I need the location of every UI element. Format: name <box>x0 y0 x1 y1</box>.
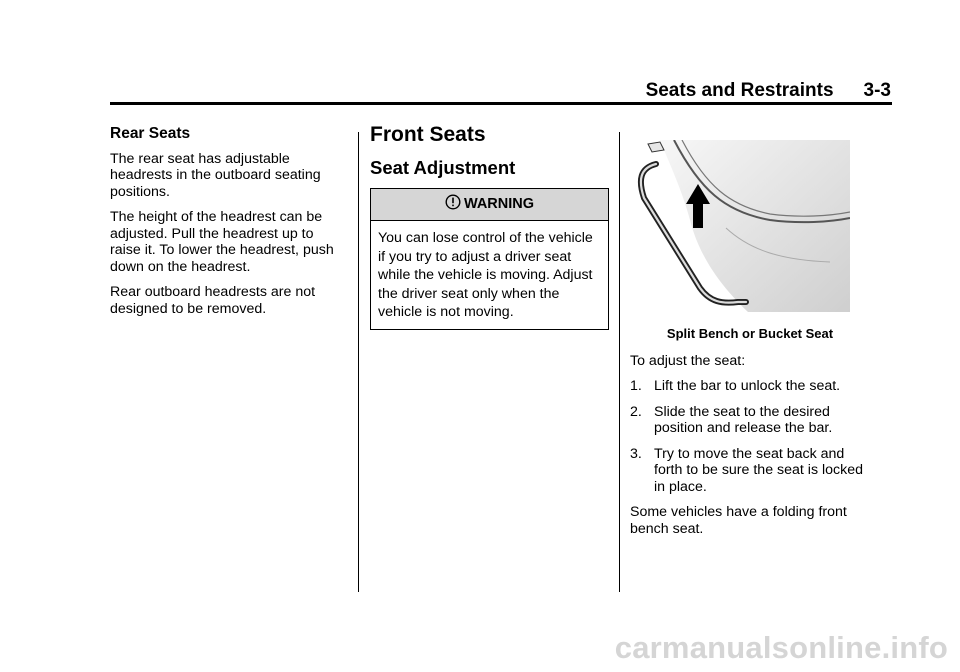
list-item <box>630 446 870 496</box>
list-item <box>630 378 870 395</box>
seat-adjust-column <box>630 140 870 546</box>
seat-illustration <box>630 140 850 312</box>
step-number: 2. <box>630 403 642 420</box>
step-text: Slide the seat to the desired position and release the bar. <box>654 403 833 436</box>
watermark: carmanualsonline.info <box>614 630 948 665</box>
step-number: 1. <box>630 378 642 394</box>
section-title: Seats and Restraints <box>645 80 834 101</box>
step-number: 3. <box>630 445 642 462</box>
column-divider <box>358 132 359 592</box>
column-divider <box>619 132 620 592</box>
paragraph: The rear seat has adjustable headrests in the outboard seating positions. <box>110 150 321 200</box>
paragraph: The height of the headrest can be adjusted. Pull the headrest up to raise it. To lower the headrest, push down on the headrest. <box>110 209 334 275</box>
header-rule <box>110 102 892 105</box>
warning-label: WARNING <box>463 196 535 213</box>
warning-header <box>371 189 608 221</box>
front-seats-column <box>370 123 610 330</box>
seat-adjustment-heading: Seat Adjustment <box>370 156 516 178</box>
warning-icon <box>445 194 464 215</box>
list-item <box>630 404 870 437</box>
warning-box <box>370 188 609 330</box>
rear-seats-heading: Rear Seats <box>110 125 191 142</box>
paragraph: Rear outboard headrests are not designed to be removed. <box>110 284 316 317</box>
step-text: Try to move the seat back and forth to be sure the seat is locked in place. <box>654 445 863 495</box>
intro-text: To adjust the seat: <box>630 352 746 369</box>
figure-caption: Split Bench or Bucket Seat <box>666 326 834 341</box>
closing-text: Some vehicles have a folding front bench seat. <box>630 504 847 537</box>
rear-seats-column <box>110 126 345 326</box>
step-text: Lift the bar to unlock the seat. <box>654 378 841 394</box>
adjustment-steps <box>630 378 870 495</box>
warning-text: You can lose control of the vehicle if you try to adjust a driver seat while the vehicle is moving. Adjust the driver seat only when the vehicle is not moving. <box>378 230 593 320</box>
page-header <box>646 80 891 102</box>
page-number: 3-3 <box>863 80 891 101</box>
front-seats-heading: Front Seats <box>370 123 486 146</box>
